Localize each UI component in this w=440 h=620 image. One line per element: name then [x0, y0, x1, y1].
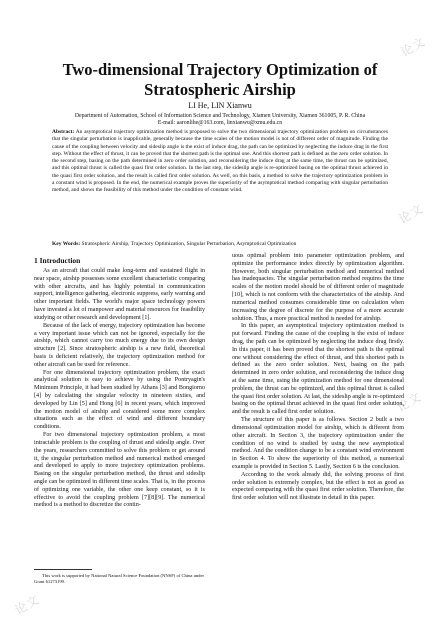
paper-title — [0, 60, 440, 100]
footnote-rule — [34, 569, 92, 570]
affiliation-line-1: Department of Automation, School of Information Science and Technology, Xiamen University, Xiamen 361005, P. R. China — [74, 113, 366, 119]
keywords-text: Stratospheric Airship, Trajectory Optimization, Singular Perturbation, Asymptotical Optimization — [81, 241, 297, 247]
abstract-label: Abstract: — [52, 129, 75, 135]
title-line-1: Two-dimensional Trajectory Optimization of — [62, 60, 378, 79]
paragraph: As an aircraft that could make long-term and sustained flight in near space, airship possesses some excellent characteristic comparing with other aircrafts, and has highly potential in communication support, intelligence gathering, electronic suppress, early warning and other important fields. The world's major space technology powers have invested a lot of manpower and material resources for feasibility studying or other research and development [1]. — [34, 268, 205, 321]
section-heading: 1 Introduction — [34, 256, 81, 265]
right-column — [232, 253, 404, 503]
affiliation-line-2: E-mail: aaronlihe@163.com, linxianwu@xmu.edu.cn — [157, 120, 283, 127]
watermark: 论文 — [396, 201, 427, 227]
paragraph: Because of the lack of energy, trajectory optimization has become a very important issue which can not be ignored, especially for the airship, which cannot carry too much energy due to its own design structure [2]. Since stratospheric airship is a new field, theoretical basis is deficient relatively, the trajectory optimization method for other aircraft can be used for reference. — [34, 322, 205, 368]
footnote: This work is supported by National Natural Science Foundation (NNSF) of China under Grant 61273199. — [34, 573, 205, 584]
paragraph: According to the work already did, the solving process of first order solution is extremely complex, but the effect is not as good as expected comparing with the quasi first order solution. Therefore, the first order solution will not illustrate in detail in this paper. — [232, 471, 404, 502]
keywords — [52, 241, 388, 248]
watermark: 论文 — [12, 592, 43, 618]
authors: LI He, LIN Xianwu — [188, 101, 252, 110]
affiliation — [0, 113, 440, 127]
left-column — [34, 268, 205, 510]
paragraph: uous optimal problem into parameter optimization problem, and optimize the performance index directly by optimization algorithm. However, both singular perturbation method and numerical method has inadequacies. The singular perturbation method requires the time scales of the motion model should be of different order of magnitude [10], which is not conform with the characteristics of the airship. And numerical method consumes considerable time on calculation when increasing the degree of discrete for the purpose of a more accurate solution. Thus, a more practical method is needed for airship. — [232, 253, 404, 322]
keywords-label: Key Words: — [52, 241, 81, 247]
title-line-2: Stratospheric Airship — [144, 80, 296, 99]
paragraph: The structure of this paper is as follows. Section 2 built a two dimensional optimization model for airship, which is different from other aircraft. In Section 3, the trajectory optimization under the condition of no wind is studied by using the new asymptotical method. And the condition change to be a constant wind environment in Section 4. To show the superiority of this method, a numerical example is provided in Section 5. Lastly, Section 6 is the conclusion. — [232, 417, 404, 470]
paragraph: For one dimensional trajectory optimization problem, the exact analytical solution is easy to achieve by using the Pontryagin's Minimum Principle, it had been studied by Athans [3] and Bongiorno [4] by calculating the singular velocity in nineteen sixties, and developed by Lin [5] and Hong [6] in recent years, which improved the motion model of airship and considered some more complex situations such as the effect of wind and different boundary conditions. — [34, 369, 205, 431]
abstract — [52, 129, 388, 194]
watermark: 论文 — [398, 34, 429, 60]
abstract-text: An asymptotical trajectory optimization method is proposed to solve the two dimensional trajectory optimization problem on circumstances that the singular perturbation is inapplicable, generally because the time scales of the motion model is not of different order of magnitude. Finding the cause of the coupling between velocity and sideslip angle is the exist of induce drag, the path can be optimized by neglecting the induce drag in the first step. Without the effect of thrust, it can be proved that the shortest path is the optimal one. And this shortest path is defined as the zero order solution. In the second step, basing on the path determined in zero order solution, and reconsidering the induce drag at the same time, the thrust can be optimized, and this optimal thrust is called the quasi first order solution. In the last step, the sideslip angle is re-optimized basing on the optimal thrust achieved in the quasi first order solution, and the result is called first order solution. As well, on this basis, a method to solve the trajectory optimization problem in a constant wind is proposed. In the end, the numerical example proves the superiority of the asymptotical method comparing with singular perturbation method, and shows the feasibility of this method under the condition of constant wind. — [52, 129, 388, 193]
watermark: 论文 — [394, 389, 425, 415]
paragraph: In this paper, an asymptotical trajectory optimization method is put forward. Finding the cause of the coupling is the exist of induce drag, the path can be optimized by neglecting the induce drag firstly. In this paper, it has been proved that the shortest path is the optimal one without considering the effect of thrust, and this shortest path is defined as the zero order solution. Next, basing on the path determined in zero order solution, and reconsidering the induce drag at the same time, using the optimization method for one dimensional problem, the thrust can be optimized, and this optimal thrust is called the quasi first order solution. At last, the sideslip angle is re-optimized basing on the optimal thrust achieved in the quasi first order solution, and the result is called first order solution. — [232, 323, 404, 416]
paragraph: For two dimensional trajectory optimization problem, a most intractable problem is the coupling of thrust and sideslip angle. Over the years, researchers committed to solve this problem or get around it, the singular perturbation method and numerical method emerged and developed to apply to more trajectory optimization problems. Basing on the singular perturbation method, the thrust and sideslip angle can be optimized in different time scales. That is, in the process of optimizing one variable, the other one keep constant, so it is effective to avoid the coupling problem [7][8][9]. The numerical method is a method to discretize the contin- — [34, 432, 205, 509]
